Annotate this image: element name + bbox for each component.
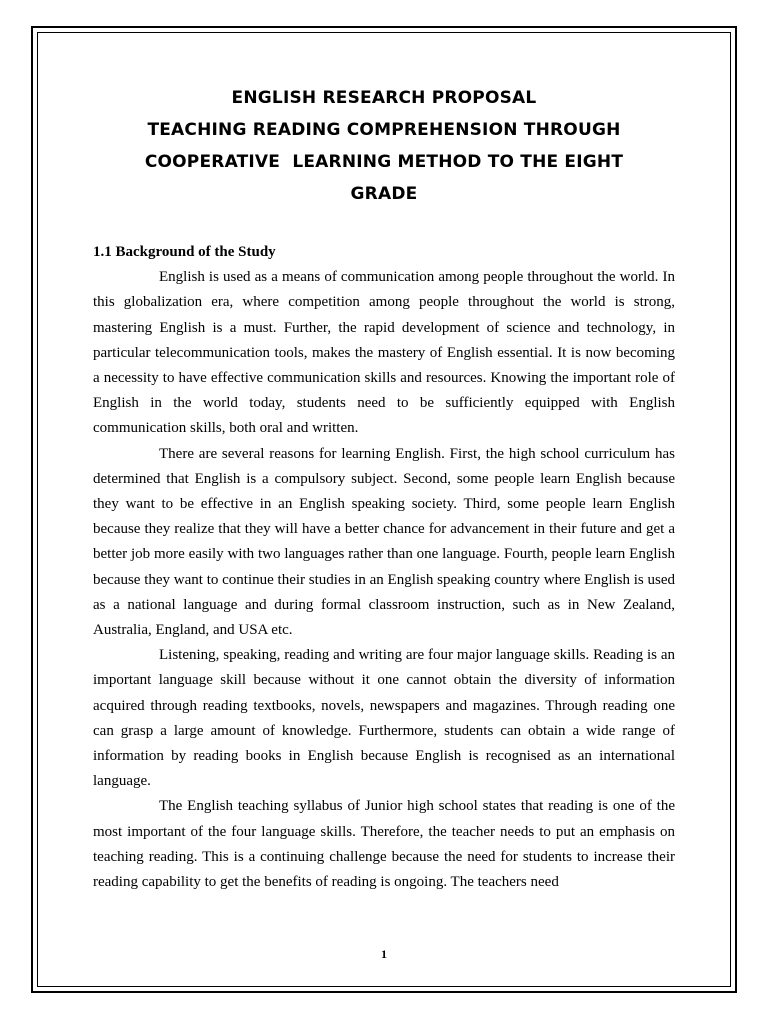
paragraph-1: English is used as a means of communication among people throughout the world. In this globalization era, where competition among people throughout the world is strong, mastering English is a must. Further, the rapid development of science and technology, in particular telecommunication tools, makes the mastery of English essential. It is now becoming a necessity to have effective communication skills and resources. Knowing the important role of English in the world today, students need to be sufficiently equipped with English communication skills, both oral and written. <box>93 269 675 437</box>
title-line-4: GRADE <box>350 184 418 204</box>
title-line-2: TEACHING READING COMPREHENSION THROUGH <box>147 120 621 140</box>
title-line-1: ENGLISH RESEARCH PROPOSAL <box>231 88 537 108</box>
paragraph-2: There are several reasons for learning English. First, the high school curriculum has determined that English is a compulsory subject. Second, some people learn English because they want to be effective in an English speaking society. Third, some people learn English because they realize that they will have a better chance for advancement in their future and get a better job more easily with two languages rather than one language. Fourth, people learn English because they want to continue their studies in an English speaking country where English is used as a national language and during formal classroom instruction, such as in New Zealand, Australia, England, and USA etc. <box>93 445 675 639</box>
title-line-3: COOPERATIVE LEARNING METHOD TO THE EIGHT <box>144 152 624 172</box>
page-number: 1 <box>381 947 387 961</box>
document-title <box>93 82 675 210</box>
paragraph-3: Listening, speaking, reading and writing are four major language skills. Reading is an important language skill because without it one cannot obtain the diversity of information acquired through reading textbooks, novels, newspapers and magazines. Through reading one can grasp a large amount of knowledge. Furthermore, students can obtain a wide range of information by reading books in English because English is recognised as an international language. <box>93 647 675 790</box>
section-heading: 1.1 Background of the Study <box>93 244 276 260</box>
document-body <box>93 240 675 895</box>
paragraph-4: The English teaching syllabus of Junior high school states that reading is one of the most important of the four language skills. Therefore, the teacher needs to put an emphasis on teaching reading. This is a continuing challenge because the need for students to increase their reading capability to get the benefits of reading is ongoing. The teachers need <box>93 798 675 891</box>
